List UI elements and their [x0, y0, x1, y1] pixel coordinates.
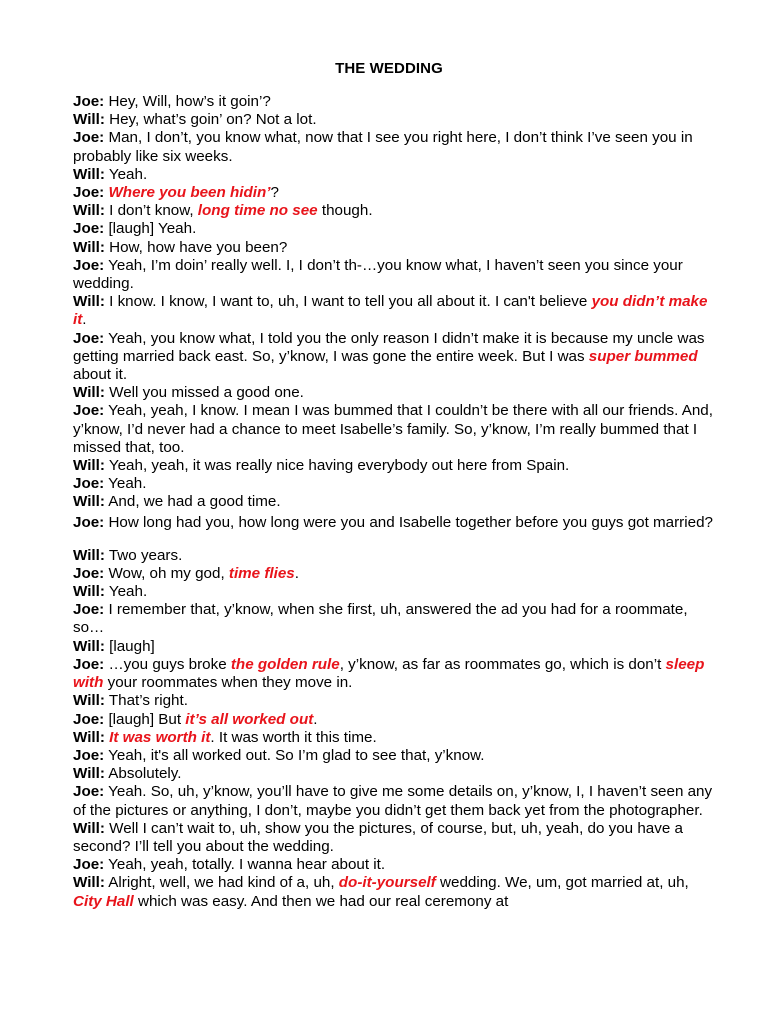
speaker-label: Will: — [73, 546, 105, 564]
dialogue-text: wedding. We, um, got married at, uh, — [435, 874, 689, 892]
dialogue-line — [73, 220, 713, 238]
dialogue-text: [laugh] — [104, 637, 155, 655]
dialogue-line — [73, 512, 713, 533]
speaker-label: Will: — [73, 765, 105, 783]
dialogue-text: . It was worth it this time. — [210, 728, 377, 746]
dialogue-line — [73, 601, 713, 637]
speaker-label: Will: — [73, 238, 105, 256]
dialogue-line — [73, 402, 713, 457]
dialogue-text: Hey, what’s goin’ on? Not a lot. — [104, 111, 317, 129]
dialogue-transcript — [73, 93, 713, 911]
dialogue-text: I don’t know, — [104, 202, 198, 220]
speaker-label: Joe: — [73, 256, 105, 274]
dialogue-text: Yeah, you know what, I told you the only reason I didn’t make it is because my uncle was getting married back east. So, y’know, I was gone the entire week. But I was — [73, 329, 705, 365]
speaker-label: Joe: — [73, 184, 105, 202]
dialogue-line — [73, 874, 713, 910]
dialogue-line — [73, 747, 713, 765]
dialogue-line — [73, 166, 713, 184]
dialogue-line — [73, 129, 713, 165]
speaker-label: Joe: — [73, 93, 105, 110]
highlighted-expression: Where you been hidin’ — [108, 184, 271, 202]
dialogue-line — [73, 820, 713, 856]
dialogue-line — [73, 239, 713, 257]
speaker-label: Will: — [73, 874, 105, 892]
dialogue-line — [73, 765, 713, 783]
dialogue-line — [73, 111, 713, 129]
dialogue-text: Yeah, yeah, I know. I mean I was bummed that I couldn’t be there with all our friends. And, y’know, I’d never had a chance to meet Isabelle’s family. So, y’know, I’m really bummed that I missed that, too. — [73, 402, 713, 456]
speaker-label: Joe: — [73, 475, 105, 493]
dialogue-text: I know. I know, I want to, uh, I want to tell you all about it. I can't believe — [104, 293, 592, 311]
dialogue-text: Wow, oh my god, — [104, 564, 229, 582]
dialogue-line — [73, 692, 713, 710]
speaker-label: Joe: — [73, 129, 105, 147]
speaker-label: Will: — [73, 202, 105, 220]
dialogue-text: Yeah. — [104, 475, 147, 493]
dialogue-text: How, how have you been? — [104, 238, 288, 256]
dialogue-text: , y’know, as far as roommates go, which is don’t — [339, 655, 666, 673]
dialogue-text: Man, I don’t, you know what, now that I see you right here, I don’t think I’ve seen you in probably like six weeks. — [73, 129, 693, 165]
speaker-label: Will: — [73, 457, 105, 475]
highlighted-expression: sleep with — [73, 655, 705, 692]
dialogue-text: Yeah. — [104, 165, 148, 183]
dialogue-text: Well I can’t wait to, uh, show you the pictures, of course, but, uh, yeah, do you have a second? I’ll tell you about the wedding. — [73, 819, 683, 855]
highlighted-expression: you didn’t make it — [73, 293, 708, 329]
speaker-label: Will: — [73, 583, 105, 601]
speaker-label: Will: — [73, 692, 105, 710]
speaker-label: Joe: — [73, 710, 105, 728]
dialogue-text: which was easy. And then we had our real ceremony at — [133, 892, 509, 910]
dialogue-line — [73, 257, 713, 293]
dialogue-text: …you guys broke — [104, 655, 231, 673]
speaker-label: Joe: — [73, 783, 105, 801]
dialogue-text: Two years. — [104, 546, 183, 564]
dialogue-text: And, we had a good time. — [104, 493, 281, 511]
dialogue-line — [73, 184, 713, 202]
highlighted-expression: City Hall — [73, 892, 134, 910]
speaker-label: Joe: — [73, 601, 105, 619]
dialogue-text: Yeah. — [104, 583, 148, 601]
dialogue-line — [73, 729, 713, 747]
highlighted-expression: long time no see — [197, 202, 318, 220]
dialogue-text: Yeah. So, uh, y’know, you’ll have to give me some details on, y’know, I, I haven’t seen any of the pictures or anything, I don’t, maybe you didn’t get them back yet from the photographer. — [73, 783, 713, 819]
speaker-label: Will: — [73, 111, 105, 129]
highlighted-expression: the golden rule — [230, 655, 340, 673]
dialogue-text: Yeah, yeah, totally. I wanna hear about it. — [104, 856, 386, 874]
dialogue-line — [73, 856, 713, 874]
dialogue-line — [73, 457, 713, 475]
dialogue-text: ? — [270, 184, 279, 202]
dialogue-text: . — [294, 564, 299, 582]
highlighted-expression: super bummed — [588, 347, 698, 365]
highlighted-expression: it’s all worked out — [185, 710, 314, 728]
speaker-label: Joe: — [73, 220, 105, 238]
dialogue-line — [73, 547, 713, 565]
dialogue-text: Well you missed a good one. — [104, 384, 304, 402]
speaker-label: Joe: — [73, 329, 105, 347]
dialogue-text: Yeah, it's all worked out. So I’m glad to see that, y’know. — [104, 746, 485, 764]
dialogue-text: How long had you, how long were you and Isabelle together before you guys got married? — [104, 513, 713, 531]
speaker-label: Will: — [73, 637, 105, 655]
dialogue-line — [73, 565, 713, 583]
dialogue-text: Yeah, yeah, it was really nice having everybody out here from Spain. — [104, 457, 570, 475]
speaker-label: Will: — [73, 293, 105, 311]
dialogue-line — [73, 475, 713, 493]
speaker-label: Joe: — [73, 655, 105, 673]
dialogue-text: Yeah, I’m doin’ really well. I, I don’t th-…you know what, I haven’t seen you since your wedding. — [73, 256, 683, 293]
highlighted-expression: It was worth it — [109, 728, 211, 746]
speaker-label: Joe: — [73, 513, 105, 531]
dialogue-text: about it. — [73, 366, 128, 384]
highlighted-expression: time flies — [228, 564, 295, 582]
speaker-label: Will: — [73, 819, 105, 837]
dialogue-line — [73, 493, 713, 511]
dialogue-line — [73, 93, 713, 111]
dialogue-text: . — [313, 710, 318, 728]
document-title: THE WEDDING — [335, 60, 443, 77]
dialogue-line — [73, 656, 713, 692]
dialogue-text: Absolutely. — [104, 765, 182, 783]
dialogue-line — [73, 330, 713, 385]
dialogue-line — [73, 202, 713, 220]
dialogue-line — [73, 384, 713, 402]
speaker-label: Joe: — [73, 746, 105, 764]
dialogue-text: Hey, Will, how’s it goin’? — [104, 93, 271, 110]
dialogue-text: I remember that, y’know, when she first, uh, answered the ad you had for a roommate, so… — [73, 601, 688, 637]
speaker-label: Joe: — [73, 856, 105, 874]
speaker-label: Will: — [73, 493, 105, 511]
speaker-label: Will: — [73, 728, 105, 746]
dialogue-text: [laugh] Yeah. — [104, 220, 197, 238]
dialogue-text: . — [82, 311, 87, 329]
dialogue-text: That’s right. — [104, 692, 188, 710]
dialogue-text: [laugh] But — [104, 710, 186, 728]
highlighted-expression: do-it-yourself — [338, 874, 436, 892]
dialogue-text: Alright, well, we had kind of a, uh, — [104, 874, 339, 892]
dialogue-text: though. — [317, 202, 373, 220]
dialogue-text: your roommates when they move in. — [103, 674, 353, 692]
dialogue-line — [73, 583, 713, 601]
speaker-label: Joe: — [73, 402, 105, 420]
dialogue-line — [73, 711, 713, 729]
dialogue-line — [73, 638, 713, 656]
dialogue-line — [73, 293, 713, 329]
speaker-label: Joe: — [73, 564, 105, 582]
dialogue-line — [73, 783, 713, 819]
speaker-label: Will: — [73, 165, 105, 183]
speaker-label: Will: — [73, 384, 105, 402]
